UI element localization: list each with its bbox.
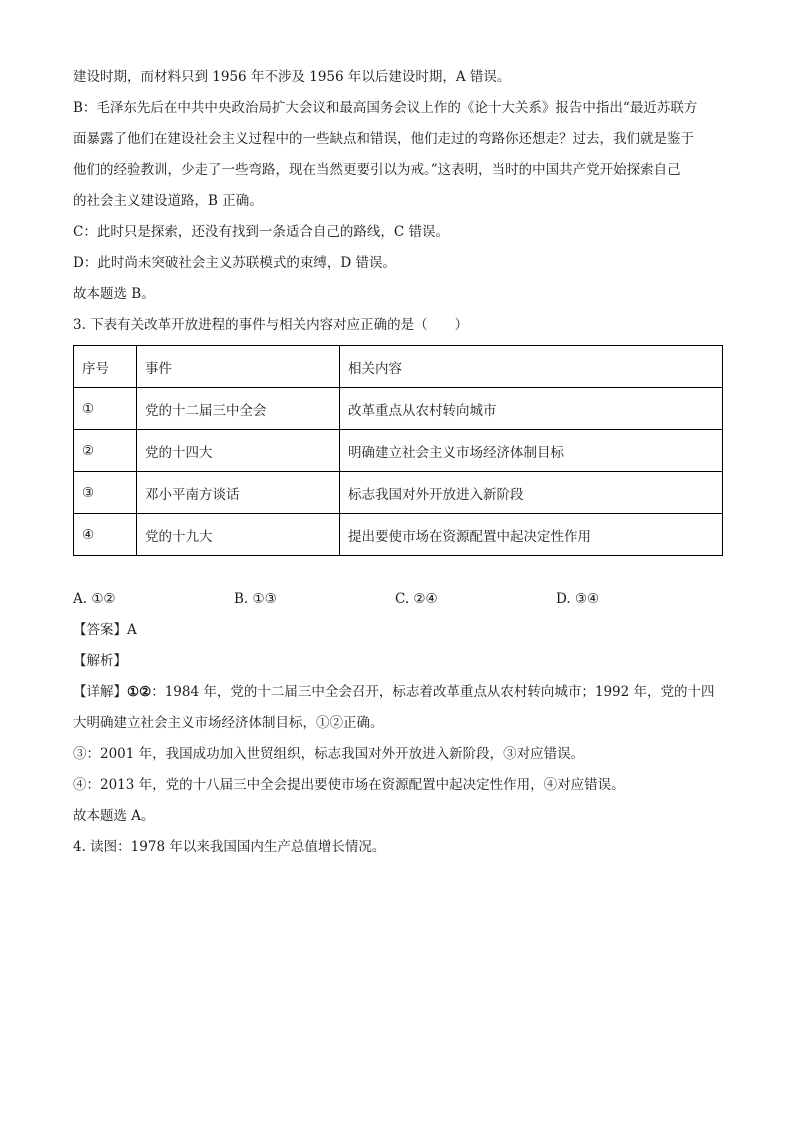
table-cell: 提出要使市场在资源配置中起决定性作用 [340,514,723,556]
explanation-line: 故本题选 B。 [73,286,155,302]
answer-line [73,615,723,646]
answer-options [73,584,723,615]
question-stem: 3. 下表有关改革开放进程的事件与相关内容对应正确的是（ ） [73,317,469,333]
header-cell-index: 序号 [74,346,137,388]
document-page [73,62,723,863]
header-cell-event: 事件 [137,346,340,388]
table-cell: 标志我国对外开放进入新阶段 [340,472,723,514]
explanation-line: 他们的经验教训，少走了一些弯路，现在当然更要引以为戒。”这表明，当时的中国共产党开始探索自己 [73,162,681,178]
next-question-stem: 4. 读图：1978 年以来我国国内生产总值增长情况。 [73,839,386,855]
table-row [74,514,723,556]
option-b: B. ①③ [234,591,277,607]
table-cell: ① [74,388,137,430]
explanation-line: C：此时只是探索，还没有找到一条适合自己的路线，C 错误。 [73,224,449,240]
explanation-line: 的社会主义建设道路，B 正确。 [73,193,263,209]
previous-answer-explanation [73,62,723,310]
explanation-line: B：毛泽东先后在中共中央政治局扩大会议和最高国务会议上作的《论十大关系》报告中指出“最近苏联方 [73,100,698,116]
detail-line: ③：2001 年，我国成功加入世贸组织，标志我国对外开放进入新阶段，③对应错误。 [73,746,585,762]
table-cell: ③ [74,472,137,514]
table-cell: ④ [74,514,137,556]
option-c: C. ②④ [395,591,438,607]
detail-line: 大明确建立社会主义市场经济体制目标，①②正确。 [73,715,384,731]
answer-label: 【答案】 [73,622,127,638]
table-row [74,472,723,514]
analysis-label: 【解析】 [73,653,127,669]
table-cell: 改革重点从农村转向城市 [340,388,723,430]
detail-first-line [73,677,723,708]
table-cell: ② [74,430,137,472]
table-cell: 党的十二届三中全会 [137,388,340,430]
table-cell: 明确建立社会主义市场经济体制目标 [340,430,723,472]
table-cell: 邓小平南方谈话 [137,472,340,514]
option-d: D. ③④ [556,591,600,607]
detail-first-text: ：1984 年，党的十二届三中全会召开，标志着改革重点从农村转向城市；1992 年，党的十四 [151,684,715,700]
answer-value: A [127,622,137,638]
table-row [74,388,723,430]
table-cell: 党的十九大 [137,514,340,556]
table-header-row [74,346,723,388]
detail-marks: ①② [127,684,152,700]
reform-events-table [73,345,723,556]
detail-label: 【详解】 [73,684,127,700]
detail-line: ④：2013 年，党的十八届三中全会提出要使市场在资源配置中起决定性作用，④对应错误。 [73,777,625,793]
table-cell: 党的十四大 [137,430,340,472]
header-cell-content: 相关内容 [340,346,723,388]
explanation-line: 建设时期，而材料只到 1956 年不涉及 1956 年以后建设时期，A 错误。 [73,69,511,85]
table-row [74,430,723,472]
detail-line: 故本题选 A。 [73,808,155,824]
option-a: A. ①② [73,591,116,607]
explanation-line: D：此时尚未突破社会主义苏联模式的束缚，D 错误。 [73,255,396,271]
explanation-line: 面暴露了他们在建设社会主义过程中的一些缺点和错误，他们走过的弯路你还想走？过去，我们就是鉴于 [73,131,694,147]
